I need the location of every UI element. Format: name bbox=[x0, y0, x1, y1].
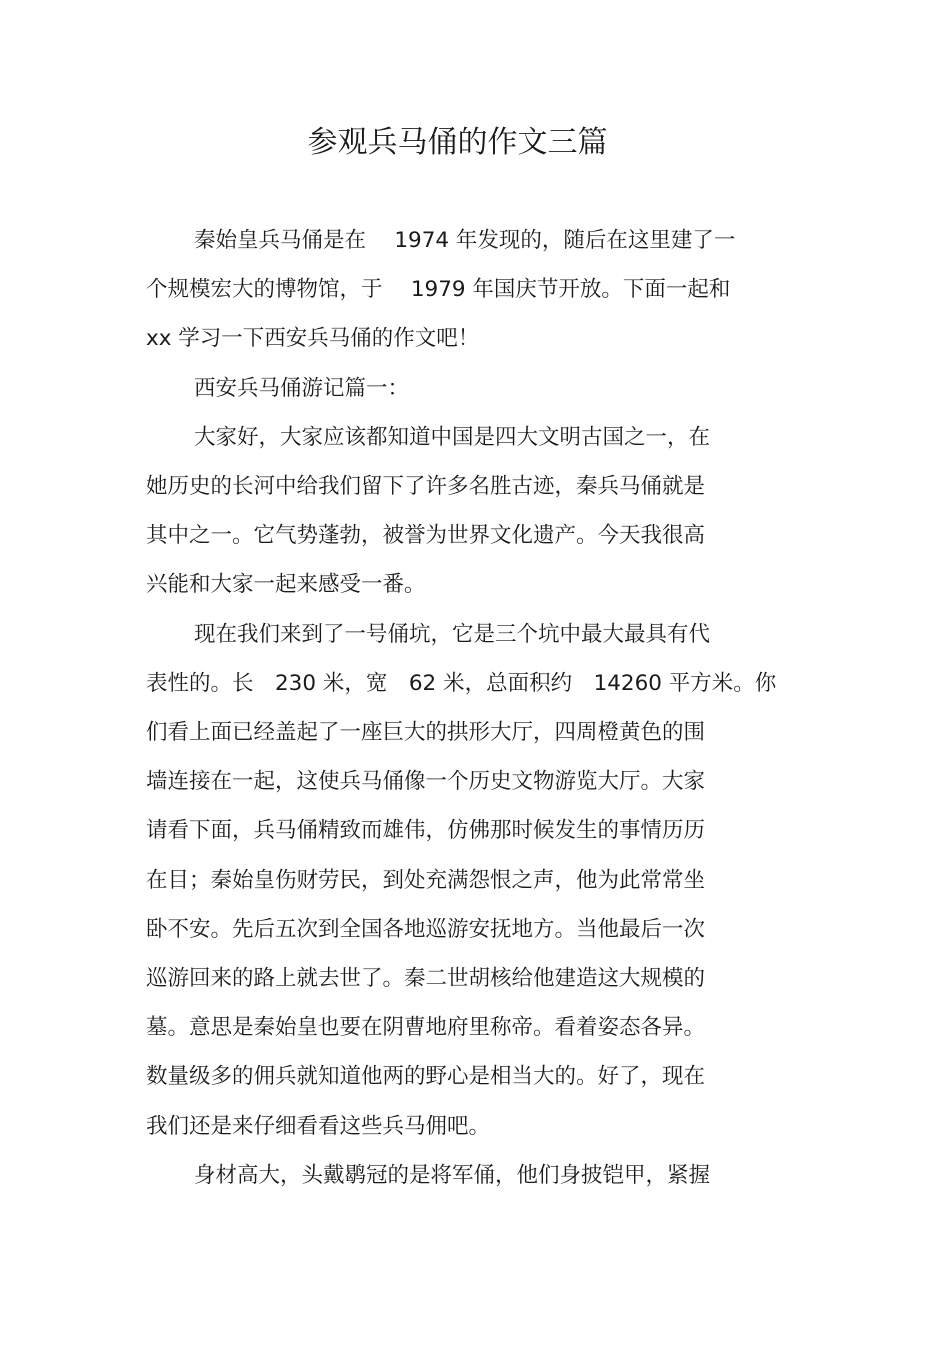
paragraph-line-3: xx 学习一下西安兵马俑的作文吧！ bbox=[146, 326, 480, 351]
paragraph-line-13: 请看下面，兵马俑精致而雄伟，仿佛那时候发生的事情历历 bbox=[146, 818, 706, 843]
paragraph-line-11: 们看上面已经盖起了一座巨大的拱形大厅，四周橙黄色的围 bbox=[146, 720, 706, 745]
paragraph-line-2: 个规模宏大的博物馆，于 1979 年国庆节开放。下面一起和 bbox=[146, 277, 731, 302]
paragraph-line-7: 其中之一。它气势蓬勃，被誉为世界文化遗产。今天我很高 bbox=[146, 523, 706, 548]
paragraph-line-15: 卧不安。先后五次到全国各地巡游安抚地方。当他最后一次 bbox=[146, 917, 706, 942]
document-title: 参观兵马俑的作文三篇 bbox=[307, 125, 608, 160]
paragraph-line-18: 数量级多的佣兵就知道他两的野心是相当大的。好了，现在 bbox=[146, 1064, 706, 1089]
paragraph-line-9: 现在我们来到了一号俑坑，它是三个坑中最大最具有代 bbox=[194, 622, 711, 647]
paragraph-line-16: 巡游回来的路上就去世了。秦二世胡核给他建造这大规模的 bbox=[146, 966, 706, 991]
paragraph-line-6: 她历史的长河中给我们留下了许多名胜古迹，秦兵马俑就是 bbox=[146, 474, 706, 499]
paragraph-line-19: 我们还是来仔细看看这些兵马佣吧。 bbox=[146, 1114, 491, 1139]
section-heading-1: 西安兵马俑游记篇一： bbox=[194, 376, 410, 401]
paragraph-line-20: 身材高大，头戴鹖冠的是将军俑，他们身披铠甲，紧握 bbox=[194, 1163, 711, 1188]
paragraph-line-12: 墙连接在一起，这使兵马俑像一个历史文物游览大厅。大家 bbox=[146, 769, 706, 794]
paragraph-line-17: 墓。意思是秦始皇也要在阴曹地府里称帝。看着姿态各异。 bbox=[146, 1015, 706, 1040]
paragraph-line-8: 兴能和大家一起来感受一番。 bbox=[146, 572, 426, 597]
paragraph-line-14: 在目；秦始皇伤财劳民，到处充满怨恨之声，他为此常常坐 bbox=[146, 868, 706, 893]
paragraph-line-5: 大家好，大家应该都知道中国是四大文明古国之一，在 bbox=[194, 425, 711, 450]
paragraph-line-10: 表性的。长 230 米，宽 62 米，总面积约 14260 平方米。你 bbox=[146, 671, 777, 696]
paragraph-line-1: 秦始皇兵马俑是在 1974 年发现的，随后在这里建了一 bbox=[194, 228, 736, 253]
